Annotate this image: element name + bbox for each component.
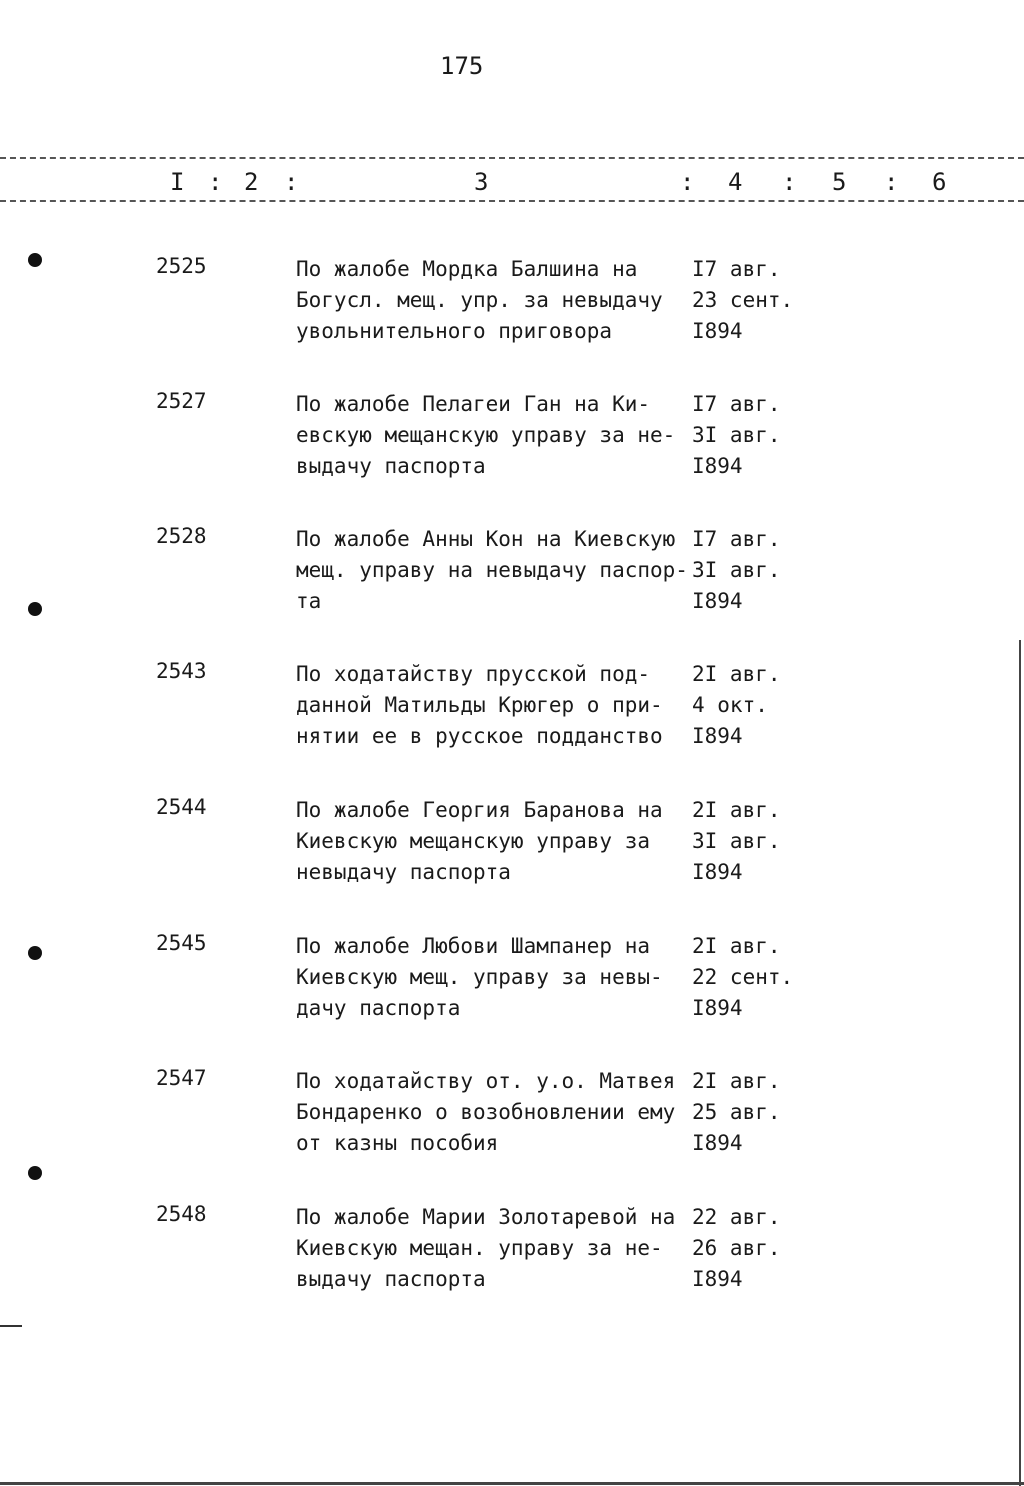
entry-dates — [692, 931, 812, 1024]
description-line: По жалобе Пелагеи Ган на Ки- — [296, 392, 651, 416]
entry-number: 2543 — [156, 659, 207, 683]
entry-number: 2547 — [156, 1066, 207, 1090]
entry-description — [296, 254, 688, 347]
entry-number: 2548 — [156, 1202, 207, 1226]
description-line: выдачу паспорта — [296, 1267, 486, 1291]
entry-description — [296, 1066, 688, 1159]
description-line: мещ. управу на невыдачу паспор- — [296, 558, 688, 582]
date-start: I7 авг. — [692, 527, 781, 551]
entry-number: 2544 — [156, 795, 207, 819]
page-number: 175 — [440, 52, 484, 80]
date-start: 2I авг. — [692, 798, 781, 822]
register-entry — [0, 1066, 1024, 1176]
description-line: Бондаренко о возобновлении ему — [296, 1100, 676, 1124]
entry-dates — [692, 659, 812, 752]
date-start: 2I авг. — [692, 934, 781, 958]
punch-hole-mark — [28, 1166, 42, 1180]
register-entry — [0, 659, 1024, 769]
column-header-row — [0, 168, 1024, 198]
date-end: 4 окт. — [692, 693, 768, 717]
column-separator: : — [208, 168, 223, 196]
register-entry — [0, 795, 1024, 905]
entry-description — [296, 795, 688, 888]
entry-description — [296, 931, 688, 1024]
page-edge-right — [1019, 640, 1021, 1486]
register-entry — [0, 254, 1024, 364]
date-start: I7 авг. — [692, 257, 781, 281]
description-line: По жалобе Марии Золотаревой на — [296, 1205, 676, 1229]
date-end: 25 авг. — [692, 1100, 781, 1124]
column-separator: : — [680, 168, 695, 196]
column-header-2: 2 — [244, 168, 259, 196]
entry-dates — [692, 524, 812, 617]
page-edge-bottom — [0, 1482, 1024, 1485]
date-end: 23 сент. — [692, 288, 794, 312]
column-header-3: 3 — [474, 168, 489, 196]
date-year: I894 — [692, 589, 743, 613]
description-line: от казны пособия — [296, 1131, 499, 1155]
column-separator: : — [782, 168, 797, 196]
description-line: евскую мещанскую управу за не- — [296, 423, 676, 447]
entry-description — [296, 659, 688, 752]
column-separator: : — [284, 168, 299, 196]
entry-dates — [692, 795, 812, 888]
description-line: невыдачу паспорта — [296, 860, 511, 884]
entry-number: 2528 — [156, 524, 207, 548]
date-start: I7 авг. — [692, 392, 781, 416]
description-line: увольнительного приговора — [296, 319, 613, 343]
entry-dates — [692, 389, 812, 482]
register-entry — [0, 931, 1024, 1041]
description-line: По жалобе Анны Кон на Киевскую — [296, 527, 676, 551]
entry-description — [296, 1202, 688, 1295]
entry-description — [296, 389, 688, 482]
entry-description — [296, 524, 688, 617]
date-year: I894 — [692, 996, 743, 1020]
column-separator: : — [884, 168, 899, 196]
entry-number: 2525 — [156, 254, 207, 278]
date-end: 3I авг. — [692, 829, 781, 853]
date-year: I894 — [692, 724, 743, 748]
register-entry — [0, 389, 1024, 499]
punch-hole-mark — [28, 253, 42, 267]
description-line: Киевскую мещан. управу за не- — [296, 1236, 663, 1260]
description-line: Киевскую мещ. управу за невы- — [296, 965, 663, 989]
description-line: По ходатайству прусской под- — [296, 662, 651, 686]
description-line: По жалобе Георгия Баранова на — [296, 798, 663, 822]
header-rule-bottom — [0, 200, 1024, 202]
date-year: I894 — [692, 860, 743, 884]
register-entry — [0, 1202, 1024, 1312]
entry-number: 2545 — [156, 931, 207, 955]
punch-hole-mark — [28, 946, 42, 960]
date-year: I894 — [692, 1131, 743, 1155]
date-end: 26 авг. — [692, 1236, 781, 1260]
description-line: нятии ее в русское подданство — [296, 724, 663, 748]
header-rule-top — [0, 157, 1024, 159]
column-header-5: 5 — [832, 168, 847, 196]
register-entry — [0, 524, 1024, 634]
date-year: I894 — [692, 454, 743, 478]
description-line: По жалобе Любови Шампанер на — [296, 934, 651, 958]
date-year: I894 — [692, 1267, 743, 1291]
description-line: Киевскую мещанскую управу за — [296, 829, 651, 853]
margin-mark — [0, 1325, 22, 1327]
date-end: 3I авг. — [692, 423, 781, 447]
date-year: I894 — [692, 319, 743, 343]
description-line: данной Матильды Крюгер о при- — [296, 693, 663, 717]
column-header-1: I — [170, 168, 185, 196]
date-start: 2I авг. — [692, 662, 781, 686]
description-line: По жалобе Мордка Балшина на — [296, 257, 638, 281]
description-line: та — [296, 589, 322, 613]
date-end: 22 сент. — [692, 965, 794, 989]
column-header-6: 6 — [932, 168, 947, 196]
column-header-4: 4 — [728, 168, 743, 196]
entry-dates — [692, 1202, 812, 1295]
date-start: 22 авг. — [692, 1205, 781, 1229]
description-line: выдачу паспорта — [296, 454, 486, 478]
punch-hole-mark — [28, 602, 42, 616]
date-start: 2I авг. — [692, 1069, 781, 1093]
entry-dates — [692, 254, 812, 347]
description-line: дачу паспорта — [296, 996, 461, 1020]
description-line: Богусл. мещ. упр. за невыдачу — [296, 288, 663, 312]
entry-dates — [692, 1066, 812, 1159]
description-line: По ходатайству от. у.о. Матвея — [296, 1069, 676, 1093]
date-end: 3I авг. — [692, 558, 781, 582]
entry-number: 2527 — [156, 389, 207, 413]
